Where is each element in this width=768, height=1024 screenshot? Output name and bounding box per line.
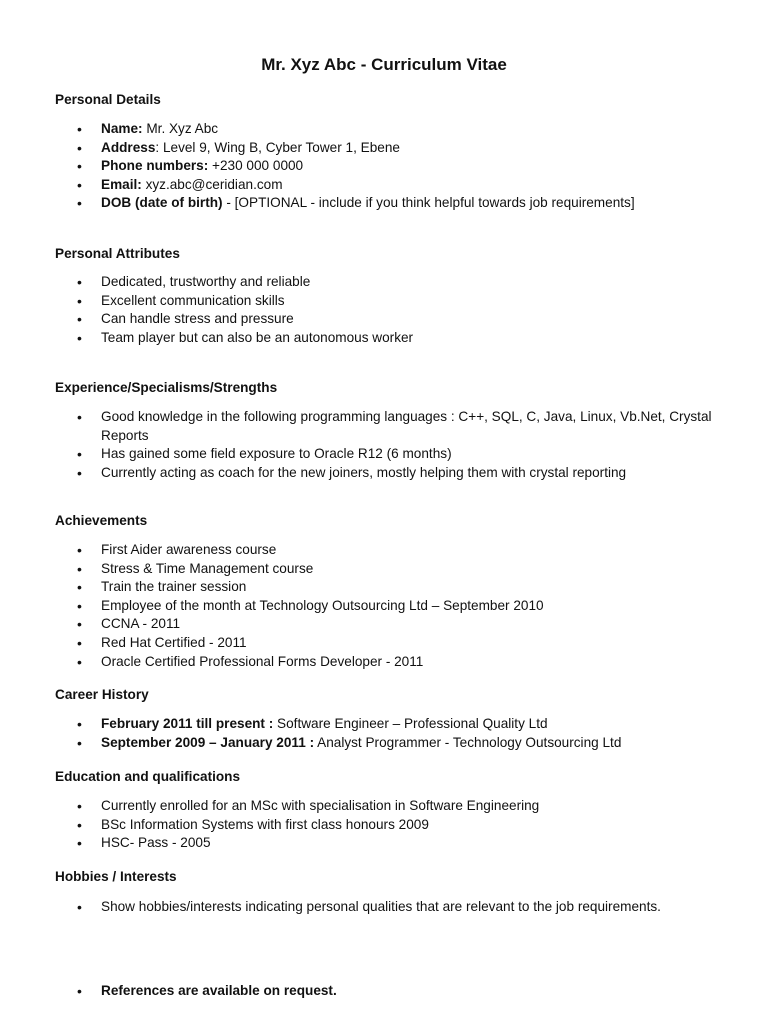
personal-attributes-heading: Personal Attributes	[55, 246, 180, 261]
achievements-list	[55, 541, 725, 671]
list-item: • Oracle Certified Professional Forms Developer - 2011	[55, 653, 725, 672]
item-text: xyz.abc@ceridian.com	[141, 176, 283, 192]
personal-details-heading: Personal Details	[55, 92, 161, 107]
list-item: • Currently enrolled for an MSc with specialisation in Software Engineering	[55, 797, 725, 816]
item-label: February 2011 till present :	[101, 716, 274, 731]
list-item: • Show hobbies/interests indicating personal qualities that are relevant to the job requirements.	[55, 898, 725, 917]
personal-details-list	[55, 120, 725, 213]
references-text: References are available on request.	[101, 983, 337, 998]
item-label: Phone numbers:	[101, 158, 209, 174]
list-item: • Team player but can also be an autonomous worker	[55, 329, 725, 348]
references-list	[55, 982, 725, 1001]
item-text: Mr. Xyz Abc	[142, 121, 219, 136]
list-item: • CCNA - 2011	[55, 615, 725, 634]
list-item	[55, 120, 725, 139]
item-label: Address	[101, 139, 156, 155]
list-item: • Red Hat Certified - 2011	[55, 634, 725, 653]
experience-list	[55, 408, 725, 482]
list-item	[55, 194, 725, 213]
list-item: • First Aider awareness course	[55, 541, 725, 560]
hobbies-list	[55, 898, 725, 917]
list-item	[55, 139, 725, 158]
list-item: • HSC- Pass - 2005	[55, 834, 725, 853]
list-item: • Can handle stress and pressure	[55, 310, 725, 329]
item-label: September 2009 – January 2011 :	[101, 734, 315, 750]
document-title: Mr. Xyz Abc - Curriculum Vitae	[261, 55, 507, 74]
item-label: Name:	[101, 121, 143, 136]
list-item: • Stress & Time Management course	[55, 560, 725, 579]
list-item: • Currently acting as coach for the new joiners, mostly helping them with crystal reporting	[55, 464, 725, 483]
item-label: Email:	[101, 176, 142, 192]
item-text: Software Engineer – Professional Quality Ltd	[273, 716, 548, 731]
list-item	[55, 157, 725, 176]
list-item: • Good knowledge in the following programming languages : C++, SQL, C, Java, Linux, Vb.Net, Crystal Reports	[55, 408, 725, 445]
list-item: • Excellent communication skills	[55, 292, 725, 311]
education-list	[55, 797, 725, 853]
references-note	[55, 982, 725, 1001]
career-history-list	[55, 715, 725, 752]
hobbies-heading: Hobbies / Interests	[55, 869, 177, 884]
list-item: • BSc Information Systems with first class honours 2009	[55, 816, 725, 835]
item-text: : Level 9, Wing B, Cyber Tower 1, Ebene	[155, 139, 400, 155]
list-item	[55, 734, 725, 753]
list-item	[55, 715, 725, 734]
item-label: DOB (date of birth)	[101, 195, 223, 211]
item-text: +230 000 0000	[208, 158, 304, 174]
experience-heading: Experience/Specialisms/Strengths	[55, 380, 278, 395]
list-item: • Has gained some field exposure to Oracle R12 (6 months)	[55, 445, 725, 464]
career-history-heading: Career History	[55, 687, 149, 702]
list-item	[55, 176, 725, 195]
achievements-heading: Achievements	[55, 513, 148, 528]
item-text: - [OPTIONAL - include if you think helpful towards job requirements]	[222, 195, 635, 211]
list-item: • Employee of the month at Technology Outsourcing Ltd – September 2010	[55, 597, 725, 616]
item-text: Analyst Programmer - Technology Outsourcing Ltd	[314, 734, 622, 750]
education-heading: Education and qualifications	[55, 769, 241, 784]
personal-attributes-list	[55, 273, 725, 347]
list-item: • Train the trainer session	[55, 578, 725, 597]
list-item: • Dedicated, trustworthy and reliable	[55, 273, 725, 292]
